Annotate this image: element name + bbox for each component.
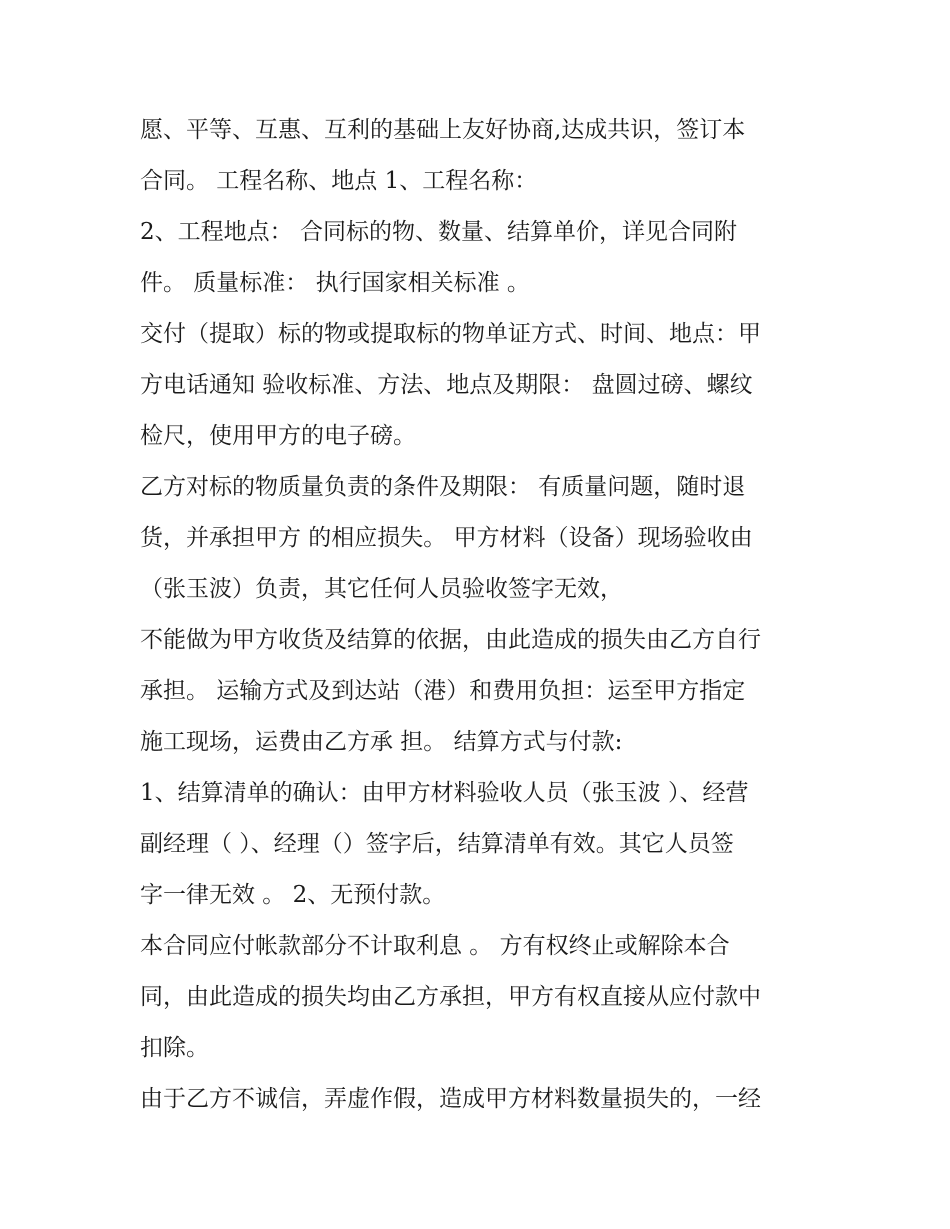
text-line: 愿、平等、互惠、互利的基础上友好协商,达成共识，签订本 — [140, 117, 746, 143]
text-line: 2、工程地点： 合同标的物、数量、结算单价，详见合同附 — [140, 219, 737, 245]
text-line: 扣除。 — [140, 1035, 209, 1061]
text-line: 乙方对标的物质量负责的条件及期限： 有质量问题，随时退 — [140, 474, 746, 500]
text-line: 承担。 运输方式及到达站（港）和费用负担：运至甲方指定 — [140, 678, 746, 704]
text-line: 1、结算清单的确认：由甲方材料验收人员（张玉波 ）、经营 — [140, 780, 749, 806]
text-line: 副经理（ ）、经理（）签字后，结算清单有效。其它人员签 — [140, 831, 734, 857]
text-line: 本合同应付帐款部分不计取利息 。 方有权终止或解除本合 — [140, 933, 730, 959]
text-line: （张玉波）负责，其它任何人员验收签字无效， — [140, 576, 623, 602]
text-line: 字一律无效 。 2、无预付款。 — [140, 882, 446, 908]
text-line: 件。 质量标准： 执行国家相关标准 。 — [140, 270, 530, 296]
contract-text — [140, 108, 820, 1128]
text-line: 不能做为甲方收货及结算的依据，由此造成的损失由乙方自行 — [140, 627, 761, 653]
text-line: 交付（提取）标的物或提取标的物单证方式、时间、地点：甲 — [140, 321, 761, 347]
text-line: 检尺，使用甲方的电子磅。 — [140, 423, 416, 449]
text-line: 同，由此造成的损失均由乙方承担，甲方有权直接从应付款中 — [140, 984, 761, 1010]
text-line: 合同。 工程名称、地点 1、工程名称： — [140, 168, 538, 194]
text-line: 施工现场，运费由乙方承 担。 结算方式与付款: — [140, 729, 623, 755]
text-line: 货，并承担甲方 的相应损失。 甲方材料（设备）现场验收由 — [140, 525, 753, 551]
text-line: 方电话通知 验收标准、方法、地点及期限： 盘圆过磅、螺纹 — [140, 372, 753, 398]
text-line: 由于乙方不诚信，弄虚作假，造成甲方材料数量损失的，一经 — [140, 1086, 761, 1112]
